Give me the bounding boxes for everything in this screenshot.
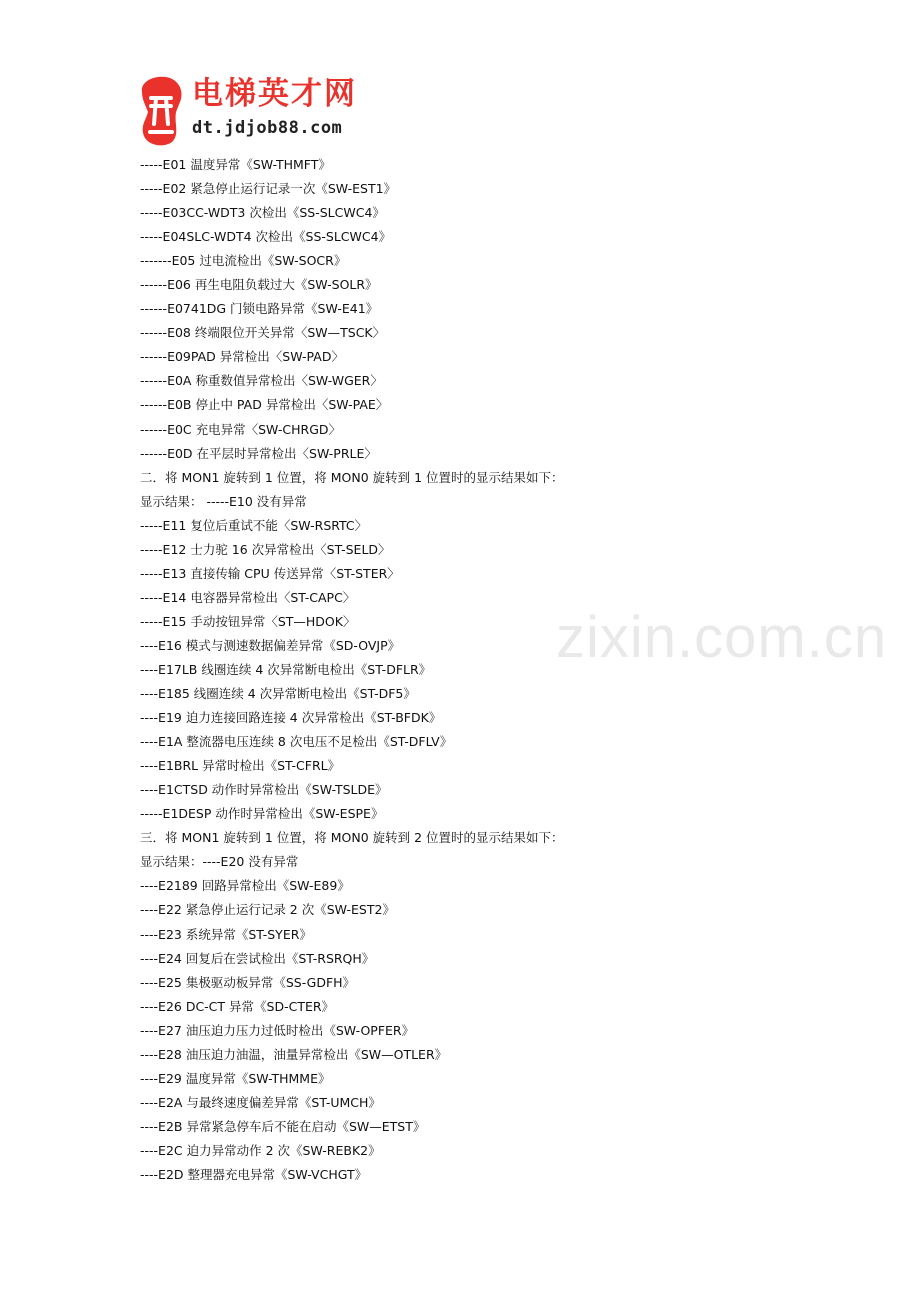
list-item: -----E04SLC-WDT4 次检出《SS-SLCWC4》 — [140, 229, 392, 245]
list-item: ------E0C 充电异常〈SW-CHRGD〉 — [140, 421, 342, 437]
list-item: -----E1DESP 动作时异常检出《SW-ESPE》 — [140, 806, 384, 822]
list-item: -----E12 士力驼 16 次异常检出〈ST-SELD〉 — [140, 541, 391, 557]
list-item: 显示结果：----E20 没有异常 — [140, 854, 299, 870]
list-item: ----E25 集极驱动板异常《SS-GDFH》 — [140, 974, 356, 990]
list-item: 显示结果： -----E10 没有异常 — [140, 493, 307, 509]
section-heading: 二．将 MON1 旋转到 1 位置，将 MON0 旋转到 1 位置时的显示结果如下： — [140, 469, 564, 485]
list-item: -----E15 手动按钮异常〈ST—HDOK〉 — [140, 613, 356, 629]
section-heading: 三．将 MON1 旋转到 1 位置，将 MON0 旋转到 2 位置时的显示结果如下： — [140, 830, 564, 846]
list-item: ----E29 温度异常《SW-THMME》 — [140, 1070, 331, 1086]
list-item: -----E14 电容器异常检出〈ST-CAPC〉 — [140, 589, 356, 605]
list-item: ------E08 终端限位开关异常〈SW—TSCK〉 — [140, 325, 386, 341]
list-item: -------E05 过电流检出《SW-SOCR》 — [140, 253, 347, 269]
list-item: ----E22 紧急停止运行记录 2 次《SW-EST2》 — [140, 902, 395, 918]
list-item: ----E2D 整理器充电异常《SW-VCHGT》 — [140, 1166, 368, 1182]
list-item: ----E1CTSD 动作时异常检出《SW-TSLDE》 — [140, 782, 388, 798]
logo-url: dt.jdjob88.com — [192, 118, 343, 138]
list-item: ----E26 DC-CT 异常《SD-CTER》 — [140, 998, 335, 1014]
site-logo — [136, 72, 386, 150]
list-item: ----E185 线圈连续 4 次异常断电检出《ST-DF5》 — [140, 686, 416, 702]
list-item: ----E1A 整流器电压连续 8 次电压不足检出《ST-DFLV》 — [140, 734, 453, 750]
list-item: ------E06 再生电阻负载过大《SW-SOLR》 — [140, 277, 378, 293]
list-item: -----E13 直接传输 CPU 传送异常〈ST-STER〉 — [140, 565, 400, 581]
list-item: ------E0D 在平层时异常检出〈SW-PRLE〉 — [140, 445, 377, 461]
logo-emblem-icon — [136, 72, 186, 148]
list-item: ----E2A 与最终速度偏差异常《ST-UMCH》 — [140, 1094, 381, 1110]
list-item: ----E19 迫力连接回路连接 4 次异常检出《ST-BFDK》 — [140, 710, 442, 726]
error-code-list — [140, 153, 564, 1187]
list-item: ----E17LB 线圈连续 4 次异常断电检出《ST-DFLR》 — [140, 661, 432, 677]
list-item: ----E24 回复后在尝试检出《ST-RSRQH》 — [140, 950, 375, 966]
list-item: ------E0741DG 门锁电路异常《SW-E41》 — [140, 301, 379, 317]
list-item: ------E0A 称重数值异常检出〈SW-WGER〉 — [140, 373, 383, 389]
list-item: ------E0B 停止中 PAD 异常检出〈SW-PAE〉 — [140, 397, 389, 413]
list-item: -----E01 温度异常《SW-THMFT》 — [140, 157, 331, 172]
list-item: ----E23 系统异常《ST-SYER》 — [140, 926, 312, 942]
list-item: ----E28 油压迫力油温，油量异常检出《SW—OTLER》 — [140, 1046, 448, 1062]
list-item: ----E27 油压迫力压力过低时检出《SW-OPFER》 — [140, 1022, 415, 1038]
list-item: ----E16 模式与测速数据偏差异常《SD-OVJP》 — [140, 637, 401, 653]
list-item: -----E02 紧急停止运行记录一次《SW-EST1》 — [140, 181, 397, 197]
list-item: -----E03CC-WDT3 次检出《SS-SLCWC4》 — [140, 205, 385, 221]
logo-title: 电梯英才网 — [192, 76, 357, 112]
list-item: -----E11 复位后重试不能〈SW-RSRTC〉 — [140, 517, 368, 533]
list-item: ----E2189 回路异常检出《SW-E89》 — [140, 878, 350, 894]
list-item: ----E2B 异常紧急停车后不能在启动《SW—ETST》 — [140, 1118, 426, 1134]
watermark-text: zixin.com.cn — [556, 605, 888, 670]
list-item: ------E09PAD 异常检出〈SW-PAD〉 — [140, 349, 344, 365]
list-item: ----E1BRL 异常时检出《ST-CFRL》 — [140, 758, 341, 774]
list-item: ----E2C 迫力异常动作 2 次《SW-REBK2》 — [140, 1142, 381, 1158]
